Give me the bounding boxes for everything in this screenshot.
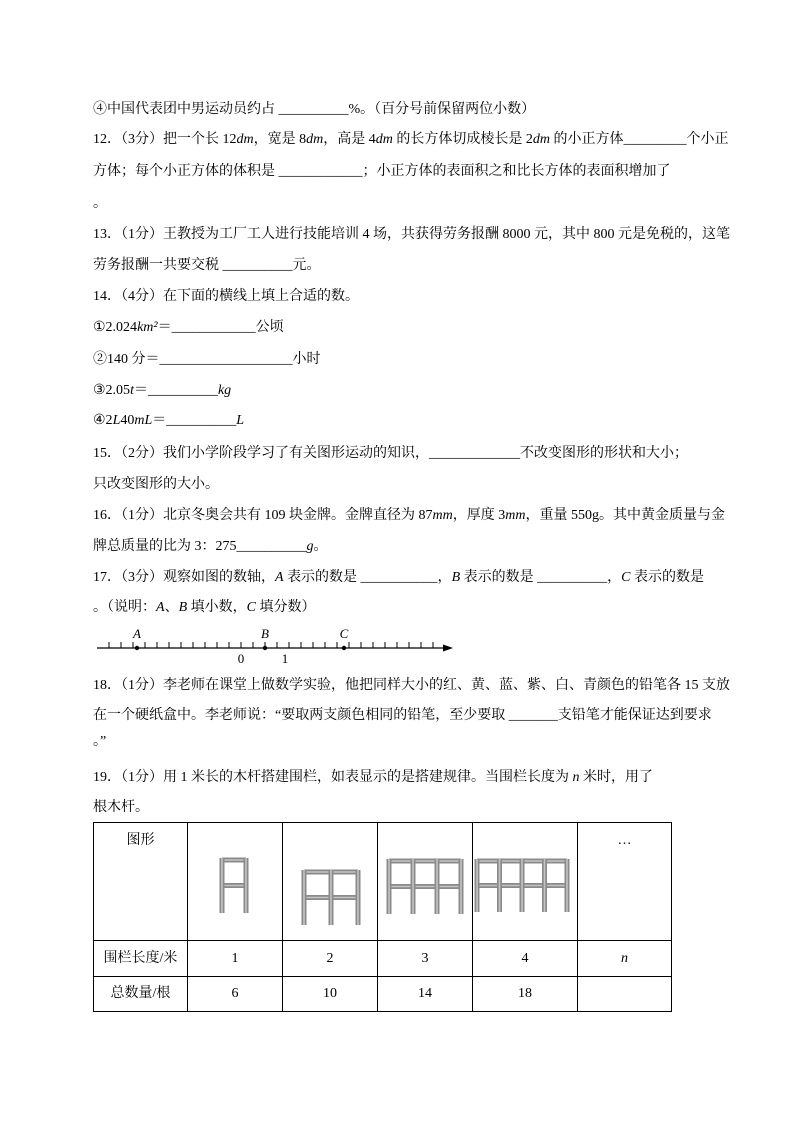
question-line [93, 256, 321, 276]
text-segment: 只改变图形的大小。 [93, 477, 219, 492]
table-cell [378, 941, 473, 977]
question-line [93, 598, 315, 618]
question-line [93, 287, 359, 307]
math-symbol: dm [306, 132, 324, 147]
text-segment: 。” [93, 734, 107, 749]
table-cell [578, 977, 672, 1012]
text-segment: 18．（1分）李老师在课堂上做数学实验，他把同样大小的红、黄、蓝、紫、白、青颜色的铅笔各 15 支放 [93, 678, 730, 693]
point-b-label: B [261, 626, 269, 641]
math-symbol: dm [532, 132, 550, 147]
question-line [93, 100, 535, 120]
math-symbol: L [236, 413, 245, 428]
text-segment: 。（说明： [93, 600, 156, 615]
tick-label-zero: 0 [237, 651, 245, 666]
fence-pattern-table [93, 822, 672, 1012]
figure-cell-1 [188, 823, 283, 941]
math-symbol: km² [137, 320, 158, 335]
question-line [93, 732, 106, 752]
question-line [93, 506, 725, 526]
cell-text: 4 [521, 950, 529, 966]
math-symbol: A [156, 600, 165, 615]
table-cell [188, 941, 283, 977]
table-cell [283, 941, 378, 977]
question-line [93, 318, 284, 338]
text-segment: ，重量 550g。其中黄金质量与金 [525, 508, 725, 523]
question-line [93, 411, 244, 431]
text-segment: 14．（4分）在下面的横线上填上合适的数。 [93, 289, 359, 304]
question-line [93, 768, 653, 788]
point-c-dot [342, 646, 346, 650]
text-segment: 15．（2分）我们小学阶段学习了有关图形运动的知识，_____________不改变图形的形状和大小； [93, 446, 688, 461]
cell-text: 6 [231, 986, 239, 1001]
text-segment: ，高是 4 [323, 132, 376, 147]
question-line [93, 444, 688, 464]
math-symbol: C [621, 570, 631, 585]
text-segment: ③2.05 [93, 383, 131, 398]
text-segment: ＝__________ [152, 413, 237, 428]
text-segment: 劳务报酬一共要交税 __________元。 [93, 258, 321, 273]
figure-cell-3 [378, 823, 473, 941]
math-symbol: C [246, 600, 256, 615]
figure-cell-2 [283, 823, 378, 941]
text-segment: 。 [93, 196, 107, 211]
number-line [97, 626, 453, 666]
question-line [93, 568, 704, 588]
text-segment: 牌总质量的比为 3：275__________ [93, 539, 307, 554]
table-cell [578, 941, 672, 977]
text-segment: 在一个硬纸盒中。李老师说：“要取两支颜色相同的铅笔，至少要取 _______支铅笔才能保证达到要求 [93, 708, 712, 723]
cell-text: 14 [418, 986, 432, 1001]
table-cell [473, 941, 578, 977]
math-symbol: t [130, 383, 134, 398]
text-segment: ＝____________公顷 [157, 320, 284, 335]
question-line [93, 706, 712, 726]
text-segment: ①2.024 [93, 320, 138, 335]
text-segment: ②140 分＝___________________小时 [93, 352, 321, 367]
question-line [93, 350, 321, 370]
text-segment: 表示的数是 [630, 570, 704, 585]
ellipsis-text: … [617, 833, 632, 848]
row-header-count [94, 977, 188, 1012]
text-segment: 12．（3分）把一个长 12 [93, 132, 237, 147]
point-a-dot [135, 646, 139, 650]
text-segment: 方体；每个小正方体的体积是 ____________；小正方体的表面积之和比长方体的表面积增加了 [93, 164, 671, 179]
cell-text: 18 [518, 986, 532, 1001]
text-segment: 米时，用了 [579, 770, 653, 785]
table-cell [188, 977, 283, 1012]
math-symbol: dm [375, 132, 393, 147]
question-line [93, 676, 730, 696]
question-line [93, 194, 107, 214]
question-line [93, 381, 231, 401]
text-segment: 17．（3分）观察如图的数轴， [93, 570, 275, 585]
point-a-label: A [133, 626, 141, 641]
text-segment: ④中国代表团中男运动员约占 __________%。（百分号前保留两位小数） [93, 102, 536, 117]
table-cell [378, 977, 473, 1012]
cell-text: 10 [323, 986, 337, 1001]
math-symbol: mm [432, 508, 453, 523]
math-symbol: mm [505, 508, 526, 523]
cell-text: 图形 [126, 833, 155, 848]
text-segment: 填小数， [187, 600, 247, 615]
text-segment: 19．（1分）用 1 米长的木杆搭建围栏，如表显示的是搭建规律。当围栏长度为 [93, 770, 573, 785]
math-symbol: n [572, 770, 580, 785]
text-segment: 、 [164, 600, 179, 615]
text-segment: 16．（1分）北京冬奥会共有 109 块金牌。金牌直径为 87 [93, 508, 433, 523]
tick-label-one: 1 [281, 651, 289, 666]
table-row-figures [94, 823, 672, 941]
text-segment: ，厚度 3 [452, 508, 506, 523]
cell-text: 围栏长度/米 [103, 950, 178, 966]
text-segment: ，宽是 8 [253, 132, 307, 147]
math-symbol: kg [217, 383, 232, 398]
table-cell [473, 977, 578, 1012]
point-c-label: C [339, 626, 349, 641]
text-segment: 填分数） [255, 600, 316, 615]
cell-text: n [621, 950, 628, 966]
number-line-arrow [443, 645, 453, 652]
text-segment: ④2 [93, 413, 113, 428]
math-symbol: L [112, 413, 121, 428]
question-line [93, 475, 219, 495]
text-segment: 表示的数是 ___________， [283, 570, 452, 585]
math-symbol: B [451, 570, 461, 585]
math-symbol: dm [236, 132, 254, 147]
question-line [93, 130, 729, 150]
cell-text: 3 [421, 950, 429, 966]
text-segment: 40 [120, 413, 135, 428]
math-symbol: A [275, 570, 284, 585]
text-segment: 的长方体切成棱长是 2 [392, 132, 533, 147]
text-segment: 表示的数是 __________， [460, 570, 622, 585]
question-line [93, 537, 328, 557]
question-line [93, 798, 149, 818]
text-segment: 的小正方体_________个小正 [550, 132, 729, 147]
text-segment: 。 [313, 539, 328, 554]
question-line [93, 225, 730, 245]
text-segment: 根木杆。 [93, 800, 149, 815]
row-header-figure [94, 823, 188, 941]
number-line-ticks [109, 642, 433, 648]
table-cell [283, 977, 378, 1012]
point-b-dot [263, 646, 267, 650]
math-symbol: B [178, 600, 188, 615]
cell-text: 2 [326, 950, 334, 966]
table-row-count [94, 977, 672, 1012]
ellipsis-cell [578, 823, 672, 941]
text-segment: ＝__________ [133, 383, 218, 398]
question-line [93, 162, 671, 182]
row-header-length [94, 941, 188, 977]
cell-text: 1 [231, 950, 239, 966]
table-row-length [94, 941, 672, 977]
math-symbol: g [306, 539, 314, 554]
cell-text: 总数量/根 [110, 986, 171, 1001]
figure-cell-4 [473, 823, 578, 941]
text-segment: 13．（1分）王教授为工厂工人进行技能培训 4 场，共获得劳务报酬 8000 元，其中 800 元是免税的，这笔 [93, 227, 730, 242]
math-symbol: mL [134, 413, 153, 428]
